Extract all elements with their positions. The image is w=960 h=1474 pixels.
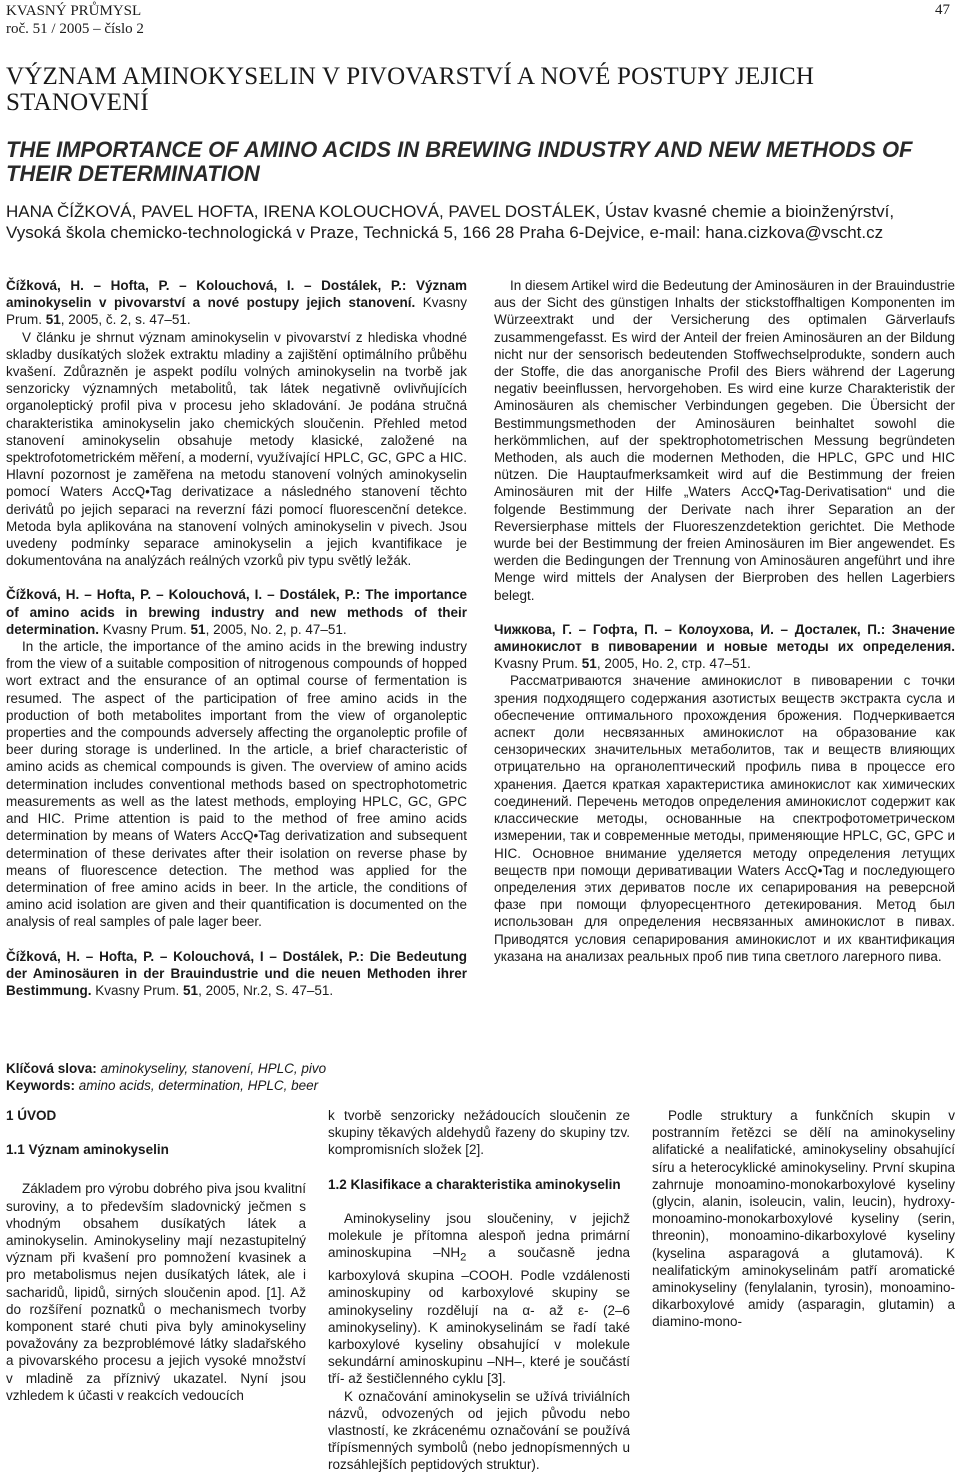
abstract-czech-ref (6, 277, 467, 329)
citation-journal: Kvasny Prum. (494, 656, 582, 672)
abstract-english-ref (6, 586, 467, 638)
body-paragraph: Podle struktury a funkčních skupin v postranním řetězci se dělí na aminokyseliny alifatické a nealifatické, aminokyseliny obsahující síru a heterocyklické aminokyseliny. První skupina zahrnuje monoamino-monokarboxylové kyseliny (glycin, alanin, isoleucin, valin, leucin), hydroxy-monoamino-monokarboxylové kyseliny (serin, threonin), monoamino-dikarboxylové kyseliny (kyselina asparagová a glutamová). K nealifatickým aminokyselinám patří aromatické aminokyseliny (fenylalanin, tyrosin), monoamino-dikarboxylové amidy (asparagin, glutamin) a diamino-mono- (652, 1108, 955, 1330)
authors-affiliation: HANA ČÍŽKOVÁ, PAVEL HOFTA, IRENA KOLOUCHOVÁ, PAVEL DOSTÁLEK, Ústav kvasné chemie a bioinženýrství, Vysoká škola chemicko-technologická v Praze, Technická 5, 166 28 Praha 6-Dejvice, e-mail: hana.cizkova@vscht.cz (6, 202, 895, 242)
keywords-czech (6, 1060, 606, 1077)
keywords-english-text: amino acids, determination, HPLC, beer (75, 1078, 319, 1094)
body-paragraph: K označování aminokyselin se užívá triviálních názvů, odvozených od jejich původu nebo vlastností, ke zkrácenému označování se používá třípísmenných symbolů (nebo jednopísmenných u rozsáhlejších peptidových struktur). (328, 1388, 630, 1473)
body-column-3 (652, 1107, 955, 1331)
citation-details: , 2005, Nr.2, S. 47–51. (198, 982, 334, 998)
running-header (6, 2, 144, 38)
abstract-russian-heading: Чижкова, Г. – Гофта, П. – Колоухова, И. – Досталек, П.: Значение аминокислот в пивоварении и новые методы их определения. (494, 621, 955, 655)
citation-volume: 51 (183, 982, 199, 998)
section-heading-intro: 1 ÚVOD (6, 1108, 57, 1123)
body-text: Aminokyseliny jsou sloučeniny, v jejichž molekule je přítomna alespoň jedna primární aminoskupina –NH (328, 1210, 630, 1261)
keywords-czech-text: aminokyseliny, stanovení, HPLC, pivo (96, 1061, 327, 1076)
citation-details: , 2005, Но. 2, стр. 47–51. (596, 656, 751, 672)
abstract-english-heading: Čížková, H. – Hofta, P. – Kolouchová, I. – Dostálek, P.: The importance of amino acids in brewing industry and new methods of their determination. (6, 587, 467, 637)
article-title-czech: VÝZNAM AMINOKYSELIN V PIVOVARSTVÍ A NOVÉ POSTUPY JEJICH STANOVENÍ (6, 63, 815, 116)
abstract-german-ref (6, 948, 467, 1000)
body-paragraph: k tvorbě senzoricky nežádoucích sloučenin ze skupiny těkavých aldehydů řazeny do skupiny tzv. kompromisních složek [2]. (328, 1108, 630, 1158)
subscript: 2 (460, 1251, 467, 1264)
abstract-russian-body: Рассматриваются значение аминокислот в пивоварении с точки зрения подходящего содержания азотистых веществ экстракта сусла и обеспечение оптимального прохождения брожения. Подчеркивается аспект доли несвязанных аминокислот на образование как сензорических значительных метаболитов, так и веществ влияющих отрицательно на органолептический профиль пива в процессе его хранения. Дается краткая характеристика аминокислот как химических соединений. Перечень методов определения аминокислот содержит как классические методы, основанные на спектрофотометрическом измерении, так и современные методы, применяющие HPLC, GC, GPC и HIC. Основное внимание уделяется методу определения летущих веществ при помощи деривативации Waters AccQ•Tag и последующего определения этих дериватов после их сепарирования на реверсной фазе при помощи флуоресцентного детекирования. Метод был использован для определения несвязанных аминокислот в пивах. Приводятся условия сепарирования аминокислот и их квантификация указана на анализах реальных проб пив типа светлого лагерного пива. (494, 673, 955, 964)
section-heading-classification: 1.2 Klasifikace a charakteristika aminokyselin (328, 1176, 621, 1192)
citation-details: , 2005, No. 2, p. 47–51. (205, 621, 347, 637)
citation-journal: Kvasny Prum. (91, 982, 184, 998)
citation-journal: Kvasny Prum. (6, 295, 467, 328)
journal-name: KVASNÝ PRŮMYSL (6, 3, 142, 19)
citation-volume: 51 (45, 312, 61, 328)
citation-details: , 2005, č. 2, s. 47–51. (60, 312, 191, 328)
keywords-english (6, 1077, 606, 1094)
keywords-czech-label: Klíčová slova: (6, 1061, 97, 1076)
section-heading-amino-importance: 1.1 Význam aminokyselin (6, 1142, 169, 1158)
citation-volume: 51 (190, 621, 206, 637)
abstract-english-body: In the article, the importance of the amino acids in the brewing industry from the view of a suitable composition of nitrogenous compounds of hopped wort extract and the ensurance of an optimal course of fermentation is resumed. The aspect of the participation of free amino acids in the production of both metabolites important from the view of organoleptic properties and the compounds adversely affecting the organoleptic profile of beer during storage is underlined. In the article, a brief characteristic of amino acids as chemical compounds is given. The overview of amino acids determination includes conventional methods based on spectrophotometric measurements as well as the latest methods, employing HPLC, GC, GPC and HIC. Prime attention is paid to the method of free amino acids determination by means of Waters AccQ•Tag derivatization and subsequent determination of these derivates after their isolation on reverse phase by means of fluorescence detection. The method was applied for the determination of free amino acids in beer. In the article, the conditions of amino acid isolation are given and their quantification is documented on the analysis of real samples of pale lager beer. (6, 639, 467, 930)
abstracts-left-column (6, 277, 467, 999)
body-text: a současně jedna karboxylová skupina –COOH. Podle vzdálenosti aminoskupiny od karboxylové skupiny se aminokyseliny rozdělují na α- až ε- (2–6 aminokyseliny). K aminokyselinám se řadí také karboxylové kyseliny obsahující v molekule sekundární aminoskupinu –NH–, které je součástí tří- až šestičlenného cyklu [3]. (328, 1245, 630, 1387)
citation-journal: Kvasny Prum. (99, 621, 191, 637)
keywords-english-label: Keywords: (6, 1078, 76, 1094)
article-title-english: THE IMPORTANCE OF AMINO ACIDS IN BREWING INDUSTRY AND NEW METHODS OF THEIR DETERMINATION (6, 137, 913, 186)
abstract-czech-heading: Čížková, H. – Hofta, P. – Kolouchová, I. – Dostálek, P.: Význam aminokyselin v pivovarství a nové postupy jejich stanovení. (6, 278, 467, 311)
abstract-german-heading: Čížková, H. – Hofta, P. – Kolouchová, I – Dostálek, P.: Die Bedeutung der Aminosäuren in der Brauindustrie und die neuen Methoden ihrer Bestimmung. (6, 948, 467, 998)
body-column-2 (328, 1107, 630, 1474)
citation-volume: 51 (581, 656, 597, 672)
page-number: 47 (935, 2, 950, 18)
abstract-russian-ref (494, 621, 955, 673)
keywords-block (6, 1060, 606, 1094)
body-paragraph: Základem pro výrobu dobrého piva jsou kvalitní suroviny, a to především sladovnický ječmen s vhodným obsahem dusíkatých látek a aminokyselin. Aminokyseliny mají nezastupitelný význam při kvašení pro pomnožení kvasinek a pro metabolismus nejen dusíkatých látek, ale i sacharidů, lipidů, sirných sloučenin apod. [1]. Až do rozšíření poznatků o mechanismech tvorby komponent staré chuti piva byly aminokyseliny považovány za bezproblémové látky sladařského a pivovarského procesu a jejich vysoké množství v mladině za příznivý ukazatel. Nyní jsou vzhledem k účasti v reakcích vedoucích (6, 1181, 306, 1403)
abstract-german-body: In diesem Artikel wird die Bedeutung der Aminosäuren in der Brauindustrie aus der Sicht des günstigen Inhalts der stickstoffhaltigen Komponenten im Würzeextrakt und der Versicherung des optimalen Gärverlaufs zusammengefasst. Es wird der Anteil der freien Aminosäuren an der Bildung nicht nur der sensorisch bedeutenden Stoffwechselprodukte, sondern auch der Stoffe, die das anorganische Profil des Biers während der Lagerung negativ beeinflussen, hervorgehoben. Es wird eine kurze Charakteristik der Aminosäuren als chemischer Verbindungen gegeben. Die Übersicht der Bestimmungsmethoden der Aminosäuren beinhaltet sowohl die herkömmlichen, auf der spektrophotometrischen Messung begründeten Methoden, als auch die modernen Methoden, die HPLC, GPC und HIC nützen. Die Hauptaufmerksamkeit wird auf die Bestimmung der freien Aminosäuren mit der Hilfe „Waters AccQ•Tag-Derivatisation“ und die folgende Bestimmung der Derivate nach ihrer Separation an der Reversierphase mittels der Fluoreszenzdetektion gerichtet. Die Methode wurde bei der Bestimmung der freien Aminosäuren im Bier angewendet. Es werden die Bedingungen der Trennung von Aminosäuren angeführt und ihre Menge wird mittels der Analysen der Bierproben des hellen Lagerbiers belegt. (494, 278, 955, 603)
issue-info: roč. 51 / 2005 – číslo 2 (6, 21, 144, 37)
body-column-1 (6, 1107, 306, 1404)
abstracts-right-column (494, 277, 955, 965)
abstract-czech-body: V článku je shrnut význam aminokyselin v pivovarství z hlediska vhodné skladby dusíkatých složek extraktu mladiny a zajištění optimálního průběhu kvašení. Zdůrazněn je aspekt podílu volných aminokyselin na tvorbě jak senzoricky významných metabolitů, tak látek negativně ovlivňujících organoleptický profil piva v procesu jeho skladování. Je podána stručná charakteristika aminokyselin jako chemických sloučenin. Přehled metod stanovení aminokyselin obsahuje metody klasické, založené na spektrofotometrickém měření, a moderní, využívající HPLC, GC, GPC a HIC. Hlavní pozornost je zaměřena na metodu stanovení volných aminokyselin pomocí Waters AccQ•Tag derivatizace a následného stanovení těchto derivátů po jejich separaci na reverzní fázi pomocí fluorescenční detekce. Metoda byla aplikována na stanovení volných aminokyselin v pivech. Jsou uvedeny podmínky separace aminokyselin a jejich kvantifikace je dokumentována na analýzách reálných vzorků piv typu světlý ležák. (6, 329, 467, 569)
body-paragraph (328, 1210, 630, 1388)
